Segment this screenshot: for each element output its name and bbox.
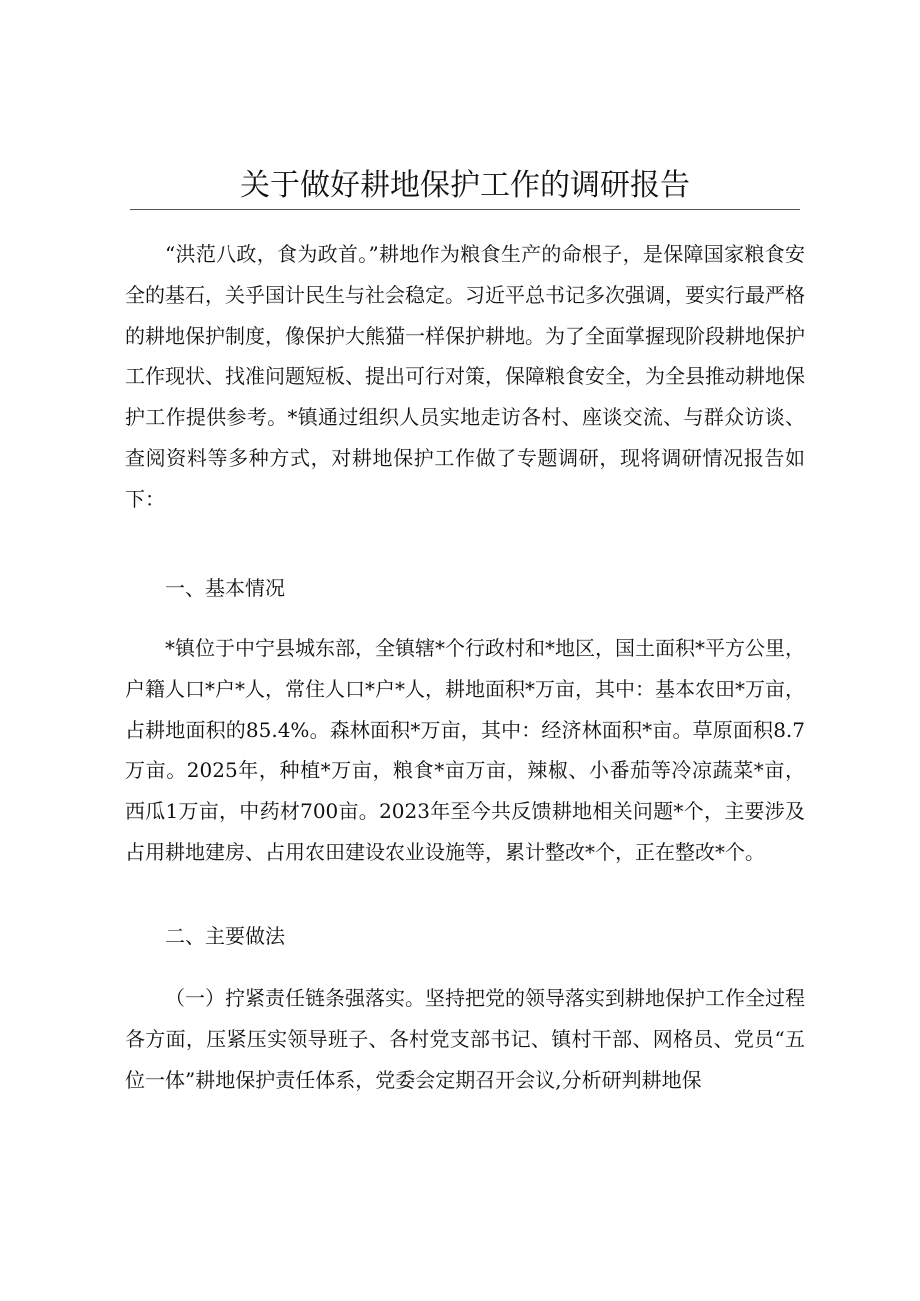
section-heading-basic-situation: 一、基本情况 — [165, 576, 285, 600]
main-practices-paragraph: （一）拧紧责任链条强落实。坚持把党的领导落实到耕地保护工作全过程各方面，压紧压实领导班子、各村党支部书记、镇村干部、网格员、党员“五位一体”耕地保护责任体系，党委会定期召开会议,分析研判耕地保 — [125, 986, 805, 1092]
basic-situation-paragraph: *镇位于中宁县城东部，全镇辖*个行政村和*地区，国土面积*平方公里，户籍人口*户*人，常住人口*户*人，耕地面积*万亩，其中：基本农田*万亩，占耕地面积的85.4%。森林面积*万亩，其中：经济林面积*亩。草原面积8.7万亩。2025年，种植*万亩，粮食*亩万亩，辣椒、小番茄等冷凉蔬菜*亩，西瓜1万亩，中药材700亩。2023年至今共反馈耕地相关问题*个，主要涉及占用耕地建房、占用农田建设农业设施等，累计整改*个，正在整改*个。 — [125, 636, 805, 864]
document-title: 关于做好耕地保护工作的调研报告 — [240, 168, 690, 203]
intro-paragraph: “洪范八政，食为政首。”耕地作为粮食生产的命根子，是保障国家粮食安全的基石，关乎国计民生与社会稳定。习近平总书记多次强调，要实行最严格的耕地保护制度，像保护大熊猫一样保护耕地。为了全面掌握现阶段耕地保护工作现状、找准问题短板、提出可行对策，保障粮食安全，为全县推动耕地保护工作提供参考。*镇通过组织人员实地走访各村、座谈交流、与群众访谈、查阅资料等多种方式，对耕地保护工作做了专题调研，现将调研情况报告如下： — [125, 242, 805, 511]
section-heading-main-practices: 二、主要做法 — [165, 924, 285, 948]
title-underline — [130, 209, 800, 210]
